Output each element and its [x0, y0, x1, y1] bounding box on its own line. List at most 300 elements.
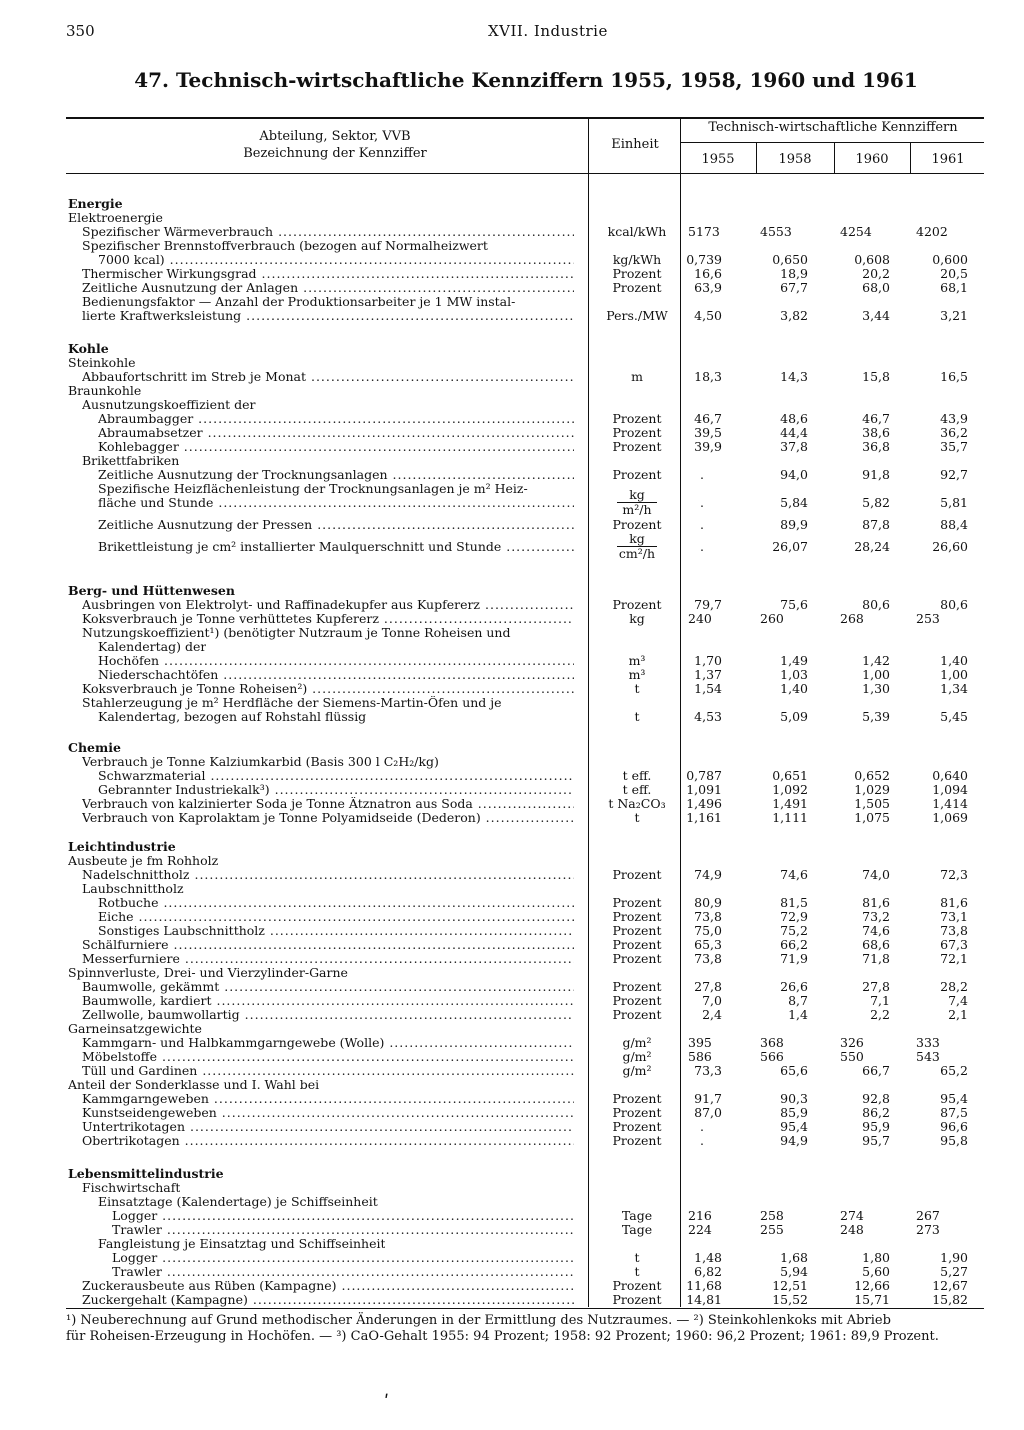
table-row [0, 356, 1024, 370]
chapter-heading: XVII. Industrie [488, 22, 608, 40]
section-heading: Lebensmittelindustrie [68, 1167, 224, 1181]
value-cell-1958: 71,9 [780, 951, 808, 966]
value-cell-1961: 20,5 [940, 266, 968, 281]
row-label: Verbrauch je Tonne Kalziumkarbid (Basis 300 l C₂H₂/kg) [82, 755, 439, 769]
value-cell-1961: 1,094 [932, 782, 968, 797]
row-label: Logger ..... [112, 1251, 574, 1265]
value-cell-1960: 1,30 [862, 681, 890, 696]
value-cell-1961: 1,00 [940, 667, 968, 682]
value-cell-1955: 224 [688, 1222, 712, 1237]
value-cell-1955: . [700, 495, 704, 510]
value-cell-1960: 86,2 [862, 1105, 890, 1120]
value-cell-1955: 74,9 [694, 867, 722, 882]
unit-cell: kcal/kWh [607, 224, 667, 239]
value-cell-1955: 7,0 [702, 993, 722, 1008]
value-cell-1960: 38,6 [862, 425, 890, 440]
table-row [0, 924, 1024, 938]
row-label: Messerfurniere ..... [82, 952, 574, 966]
value-cell-1960: 1,42 [862, 653, 890, 668]
unit-numerator: kg [617, 488, 657, 503]
value-cell-1961: 72,1 [940, 951, 968, 966]
row-label: Ausbeute je fm Rohholz [68, 854, 219, 868]
value-cell-1960: 1,505 [854, 796, 890, 811]
value-cell-1960: 12,66 [854, 1278, 890, 1293]
table-row [0, 882, 1024, 896]
table-row [0, 612, 1024, 626]
value-cell-1958: 26,07 [772, 539, 808, 554]
unit-cell: m [631, 369, 643, 384]
value-cell-1961: 12,67 [932, 1278, 968, 1293]
table-row [0, 797, 1024, 811]
unit-cell: Prozent [612, 266, 662, 281]
value-cell-1960: 4254 [840, 224, 872, 239]
row-label: Anteil der Sonderklasse und I. Wahl bei [68, 1078, 320, 1092]
unit-cell: m³ [628, 653, 646, 668]
row-label: Ausbringen von Elektrolyt- und Raffinadekupfer aus Kupfererz ..... [82, 598, 574, 612]
table-row [0, 626, 1024, 640]
value-cell-1958: 4553 [760, 224, 792, 239]
table-row [0, 398, 1024, 412]
row-label: Niederschachtöfen ..... [98, 668, 574, 682]
unit-numerator: kg [617, 532, 657, 547]
row-label: Bedienungsfaktor — Anzahl der Produktionsarbeiter je 1 MW instal- [82, 295, 516, 309]
unit-cell: t [634, 1250, 640, 1265]
table-row [0, 755, 1024, 769]
row-label: Einsatztage (Kalendertage) je Schiffseinheit [98, 1195, 378, 1209]
row-label: Kammgarn- und Halbkammgarngewebe (Wolle) ..... [82, 1036, 574, 1050]
value-cell-1961: 73,8 [940, 923, 968, 938]
table-row [0, 868, 1024, 882]
value-cell-1961: 267 [916, 1208, 940, 1223]
value-cell-1960: 5,39 [862, 709, 890, 724]
unit-cell: Prozent [612, 597, 662, 612]
table-row [0, 994, 1024, 1008]
row-label: Sonstiges Laubschnittholz ..... [98, 924, 574, 938]
header-unit: Einheit [611, 137, 659, 152]
table-row [0, 1106, 1024, 1120]
row-label: Spinnverluste, Drei- und Vierzylinder-Garne [68, 966, 348, 980]
table-row [0, 682, 1024, 696]
value-cell-1960: 550 [840, 1049, 864, 1064]
value-cell-1955: 1,37 [694, 667, 722, 682]
value-cell-1955: 73,3 [694, 1063, 722, 1078]
row-label: Stahlerzeugung je m² Herdfläche der Siemens-Martin-Öfen und je [82, 696, 502, 710]
value-cell-1958: 1,111 [772, 810, 808, 825]
value-cell-1961: 16,5 [940, 369, 968, 384]
value-cell-1958: 12,51 [772, 1278, 808, 1293]
table-row [0, 1050, 1024, 1064]
value-cell-1958: 90,3 [780, 1091, 808, 1106]
unit-cell: t eff. [622, 768, 652, 783]
value-cell-1960: 73,2 [862, 909, 890, 924]
row-label: Rotbuche ..... [98, 896, 574, 910]
row-label: Kalendertag) der [98, 640, 207, 654]
value-cell-1960: 0,652 [854, 768, 890, 783]
value-cell-1960: 15,71 [854, 1292, 890, 1307]
row-label: Laubschnittholz [82, 882, 184, 896]
row-label: Verbrauch von kalzinierter Soda je Tonne Ätznatron aus Soda ..... [82, 797, 574, 811]
value-cell-1961: 253 [916, 611, 940, 626]
row-label: Zeitliche Ausnutzung der Anlagen ..... [82, 281, 574, 295]
row-label: Nadelschnittholz ..... [82, 868, 574, 882]
table-row [0, 910, 1024, 924]
value-cell-1961: 72,3 [940, 867, 968, 882]
value-cell-1960: 87,8 [862, 517, 890, 532]
value-cell-1958: 44,4 [780, 425, 808, 440]
value-cell-1955: 0,787 [686, 768, 722, 783]
value-cell-1960: 5,60 [862, 1264, 890, 1279]
unit-cell: Prozent [612, 1292, 662, 1307]
table-row [0, 783, 1024, 797]
table-row [0, 640, 1024, 654]
value-cell-1960: 91,8 [862, 467, 890, 482]
row-label: Schwarzmaterial ..... [98, 769, 574, 783]
row-label: Koksverbrauch je Tonne verhüttetes Kupfererz ..... [82, 612, 574, 626]
value-cell-1958: 0,650 [772, 252, 808, 267]
row-label: Kohlebagger ..... [98, 440, 574, 454]
table-row [0, 239, 1024, 253]
value-cell-1955: 11,68 [686, 1278, 722, 1293]
row-label: Brikettfabriken [82, 454, 180, 468]
table-row [0, 1223, 1024, 1237]
table-row [0, 1008, 1024, 1022]
value-cell-1955: 79,7 [694, 597, 722, 612]
unit-cell: Prozent [612, 937, 662, 952]
value-cell-1961: 0,600 [932, 252, 968, 267]
table-row [0, 468, 1024, 482]
value-cell-1961: 80,6 [940, 597, 968, 612]
value-cell-1958: 85,9 [780, 1105, 808, 1120]
row-label: Braunkohle [68, 384, 142, 398]
value-cell-1955: 63,9 [694, 280, 722, 295]
value-cell-1958: 0,651 [772, 768, 808, 783]
row-label: Zuckergehalt (Kampagne) ..... [82, 1293, 574, 1307]
unit-cell: g/m² [622, 1049, 652, 1064]
row-label: Baumwolle, kardiert ..... [82, 994, 574, 1008]
unit-cell: Prozent [612, 867, 662, 882]
value-cell-1955: 586 [688, 1049, 712, 1064]
table-row [0, 1279, 1024, 1293]
unit-cell: Prozent [612, 1105, 662, 1120]
value-cell-1960: 74,6 [862, 923, 890, 938]
value-cell-1955: . [700, 1119, 704, 1134]
table-row [0, 952, 1024, 966]
header-year: 1958 [778, 152, 812, 167]
value-cell-1955: 240 [688, 611, 712, 626]
row-label: Fischwirtschaft [82, 1181, 181, 1195]
value-cell-1960: 7,1 [870, 993, 890, 1008]
unit-cell: Prozent [612, 280, 662, 295]
table-row [0, 1293, 1024, 1307]
unit-denominator: cm²/h [618, 546, 656, 561]
unit-cell: Prozent [612, 993, 662, 1008]
value-cell-1958: 66,2 [780, 937, 808, 952]
row-label: Schälfurniere ..... [82, 938, 574, 952]
value-cell-1960: 20,2 [862, 266, 890, 281]
unit-cell: t eff. [622, 782, 652, 797]
unit-cell: t [634, 810, 640, 825]
value-cell-1961: 35,7 [940, 439, 968, 454]
row-label: Garneinsatzgewichte [68, 1022, 202, 1036]
value-cell-1958: 260 [760, 611, 784, 626]
row-label: Zellwolle, baumwollartig ..... [82, 1008, 574, 1022]
value-cell-1955: 91,7 [694, 1091, 722, 1106]
unit-cell: kg [629, 611, 645, 626]
table-row [0, 211, 1024, 225]
table-row [0, 980, 1024, 994]
value-cell-1960: 28,24 [854, 539, 890, 554]
value-cell-1960: 3,44 [862, 308, 890, 323]
value-cell-1958: 72,9 [780, 909, 808, 924]
table-row [0, 518, 1024, 532]
row-label: Spezifischer Brennstoffverbrauch (bezogen auf Normalheizwert [82, 239, 488, 253]
value-cell-1958: 74,6 [780, 867, 808, 882]
table-row [0, 370, 1024, 384]
unit-cell: m³ [628, 667, 646, 682]
value-cell-1961: 1,34 [940, 681, 968, 696]
value-cell-1958: 94,0 [780, 467, 808, 482]
value-cell-1960: 1,075 [854, 810, 890, 825]
value-cell-1958: 37,8 [780, 439, 808, 454]
unit-cell: Prozent [612, 923, 662, 938]
value-cell-1960: 95,7 [862, 1133, 890, 1148]
value-cell-1961: 1,414 [932, 796, 968, 811]
value-cell-1958: 1,092 [772, 782, 808, 797]
table-row [0, 1209, 1024, 1223]
section-heading-row [0, 840, 1024, 854]
value-cell-1958: 1,49 [780, 653, 808, 668]
pencil-mark: ʹ [384, 1392, 390, 1413]
value-cell-1955: . [700, 539, 704, 554]
table-row [0, 1237, 1024, 1251]
value-cell-1961: 65,2 [940, 1063, 968, 1078]
value-cell-1955: 73,8 [694, 909, 722, 924]
value-cell-1958: 18,9 [780, 266, 808, 281]
unit-cell: Prozent [612, 411, 662, 426]
value-cell-1955: 1,54 [694, 681, 722, 696]
value-cell-1955: . [700, 467, 704, 482]
value-cell-1958: 26,6 [780, 979, 808, 994]
table-row [0, 966, 1024, 980]
value-cell-1961: 5,81 [940, 495, 968, 510]
value-cell-1958: 95,4 [780, 1119, 808, 1134]
value-cell-1955: 75,0 [694, 923, 722, 938]
row-label: Trawler ..... [112, 1265, 574, 1279]
table-row [0, 225, 1024, 239]
value-cell-1958: 94,9 [780, 1133, 808, 1148]
value-cell-1958: 75,6 [780, 597, 808, 612]
value-cell-1955: 1,496 [686, 796, 722, 811]
table-row [0, 811, 1024, 825]
table-row [0, 1120, 1024, 1134]
value-cell-1960: 46,7 [862, 411, 890, 426]
value-cell-1960: 1,80 [862, 1250, 890, 1265]
value-cell-1961: 67,3 [940, 937, 968, 952]
table-row [0, 1265, 1024, 1279]
row-label: Spezifische Heizflächenleistung der Trocknungsanlagen je m² Heiz- [98, 482, 528, 496]
unit-cell: Tage [621, 1208, 653, 1223]
unit-cell [594, 532, 680, 561]
table-row [0, 1251, 1024, 1265]
value-cell-1960: 68,0 [862, 280, 890, 295]
row-label: Kalendertag, bezogen auf Rohstahl flüssig [98, 710, 367, 724]
table-row [0, 440, 1024, 454]
value-cell-1955: 16,6 [694, 266, 722, 281]
value-cell-1955: . [700, 517, 704, 532]
table-row [0, 454, 1024, 468]
section-heading: Berg- und Hüttenwesen [68, 584, 235, 598]
value-cell-1961: 43,9 [940, 411, 968, 426]
value-cell-1958: 81,5 [780, 895, 808, 910]
value-cell-1955: 2,4 [702, 1007, 722, 1022]
section-heading-row [0, 584, 1024, 598]
section-heading-row [0, 1167, 1024, 1181]
table-row [0, 426, 1024, 440]
unit-cell: t [634, 1264, 640, 1279]
unit-cell: Prozent [612, 467, 662, 482]
value-cell-1960: 74,0 [862, 867, 890, 882]
table-row [0, 696, 1024, 710]
value-cell-1961: 1,90 [940, 1250, 968, 1265]
footnote-line: ¹) Neuberechnung auf Grund methodischer Änderungen in der Ermittlung des Nutzraumes. — ²) Steinkohlenkoks mit Abrieb [66, 1313, 891, 1328]
value-cell-1961: 3,21 [940, 308, 968, 323]
value-cell-1958: 75,2 [780, 923, 808, 938]
row-label: Hochöfen ..... [98, 654, 574, 668]
section-heading: Kohle [68, 342, 109, 356]
row-label: Thermischer Wirkungsgrad ..... [82, 267, 574, 281]
value-cell-1961: 81,6 [940, 895, 968, 910]
value-cell-1955: 1,70 [694, 653, 722, 668]
unit-cell: Prozent [612, 1007, 662, 1022]
value-cell-1960: 248 [840, 1222, 864, 1237]
value-cell-1961: 333 [916, 1035, 940, 1050]
value-cell-1961: 273 [916, 1222, 940, 1237]
header-category-line2: Bezeichnung der Kennziffer [243, 146, 427, 161]
value-cell-1958: 5,84 [780, 495, 808, 510]
value-cell-1961: 2,1 [948, 1007, 968, 1022]
table-row [0, 1181, 1024, 1195]
section-heading-row [0, 197, 1024, 211]
unit-cell [594, 488, 680, 517]
unit-cell: Prozent [612, 439, 662, 454]
unit-cell: t [634, 681, 640, 696]
value-cell-1958: 67,7 [780, 280, 808, 295]
row-label: Kammgarngeweben ..... [82, 1092, 574, 1106]
value-cell-1961: 87,5 [940, 1105, 968, 1120]
value-cell-1961: 36,2 [940, 425, 968, 440]
value-cell-1960: 15,8 [862, 369, 890, 384]
value-cell-1961: 5,45 [940, 709, 968, 724]
value-cell-1960: 95,9 [862, 1119, 890, 1134]
row-label: Elektroenergie [68, 211, 163, 225]
value-cell-1955: 39,5 [694, 425, 722, 440]
table-title: 47. Technisch-wirtschaftliche Kennziffern 1955, 1958, 1960 und 1961 [134, 68, 918, 92]
page-number: 350 [66, 22, 95, 40]
value-cell-1960: 80,6 [862, 597, 890, 612]
value-cell-1955: 80,9 [694, 895, 722, 910]
value-cell-1960: 92,8 [862, 1091, 890, 1106]
table-row [0, 281, 1024, 295]
row-label: Tüll und Gardinen ..... [82, 1064, 574, 1078]
section-heading: Energie [68, 197, 123, 211]
value-cell-1958: 5,09 [780, 709, 808, 724]
table-row [0, 531, 1024, 561]
table-row [0, 1134, 1024, 1148]
value-cell-1955: 5173 [688, 224, 720, 239]
value-cell-1958: 48,6 [780, 411, 808, 426]
value-cell-1958: 566 [760, 1049, 784, 1064]
value-cell-1960: 2,2 [870, 1007, 890, 1022]
unit-cell: Prozent [612, 895, 662, 910]
value-cell-1955: 6,82 [694, 1264, 722, 1279]
table-row [0, 267, 1024, 281]
value-cell-1961: 73,1 [940, 909, 968, 924]
value-cell-1960: 71,8 [862, 951, 890, 966]
row-label: 7000 kcal) ..... [98, 253, 574, 267]
section-heading-row [0, 342, 1024, 356]
value-cell-1960: 1,029 [854, 782, 890, 797]
table-row [0, 253, 1024, 267]
value-cell-1955: 87,0 [694, 1105, 722, 1120]
unit-cell: Prozent [612, 517, 662, 532]
table-row [0, 482, 1024, 496]
value-cell-1958: 255 [760, 1222, 784, 1237]
value-cell-1958: 1,491 [772, 796, 808, 811]
row-label: Koksverbrauch je Tonne Roheisen²) ..... [82, 682, 574, 696]
value-cell-1955: 1,161 [686, 810, 722, 825]
unit-cell: Prozent [612, 1133, 662, 1148]
table-row [0, 854, 1024, 868]
value-cell-1958: 1,40 [780, 681, 808, 696]
value-cell-1961: 95,8 [940, 1133, 968, 1148]
value-cell-1958: 5,94 [780, 1264, 808, 1279]
unit-cell: Prozent [612, 1278, 662, 1293]
unit-cell: Prozent [612, 425, 662, 440]
value-cell-1960: 274 [840, 1208, 864, 1223]
row-label: Abraumabsetzer ..... [98, 426, 574, 440]
row-label: Abraumbagger ..... [98, 412, 574, 426]
value-cell-1955: 73,8 [694, 951, 722, 966]
unit-cell: kg/kWh [612, 252, 662, 267]
unit-cell: t Na₂CO₃ [608, 796, 666, 811]
table-row [0, 412, 1024, 426]
value-cell-1961: 26,60 [932, 539, 968, 554]
value-cell-1960: 1,00 [862, 667, 890, 682]
row-label: Verbrauch von Kaprolaktam je Tonne Polyamidseide (Dederon) ..... [82, 811, 574, 825]
footnote-line: für Roheisen-Erzeugung in Hochöfen. — ³) CaO-Gehalt 1955: 94 Prozent; 1958: 92 Prozent; 1960: 96,2 Prozent; 1961: 89,9 Prozent. [66, 1329, 939, 1344]
value-cell-1960: 5,82 [862, 495, 890, 510]
table-row [0, 309, 1024, 323]
value-cell-1961: 92,7 [940, 467, 968, 482]
table-row [0, 295, 1024, 309]
value-cell-1958: 1,03 [780, 667, 808, 682]
value-cell-1958: 1,68 [780, 1250, 808, 1265]
row-label: Eiche ..... [98, 910, 574, 924]
table-row [0, 1092, 1024, 1106]
value-cell-1960: 0,608 [854, 252, 890, 267]
row-label: Zuckerausbeute aus Rüben (Kampagne) ..... [82, 1279, 574, 1293]
value-cell-1960: 268 [840, 611, 864, 626]
value-cell-1955: 18,3 [694, 369, 722, 384]
table-row [0, 1036, 1024, 1050]
header-year: 1961 [931, 152, 965, 167]
row-label: Kunstseidengeweben ..... [82, 1106, 574, 1120]
unit-cell: Prozent [612, 1119, 662, 1134]
row-label: lierte Kraftwerksleistung ..... [82, 309, 574, 323]
table-row [0, 1195, 1024, 1209]
row-label: Ausnutzungskoeffizient der [82, 398, 256, 412]
unit-cell: Prozent [612, 979, 662, 994]
